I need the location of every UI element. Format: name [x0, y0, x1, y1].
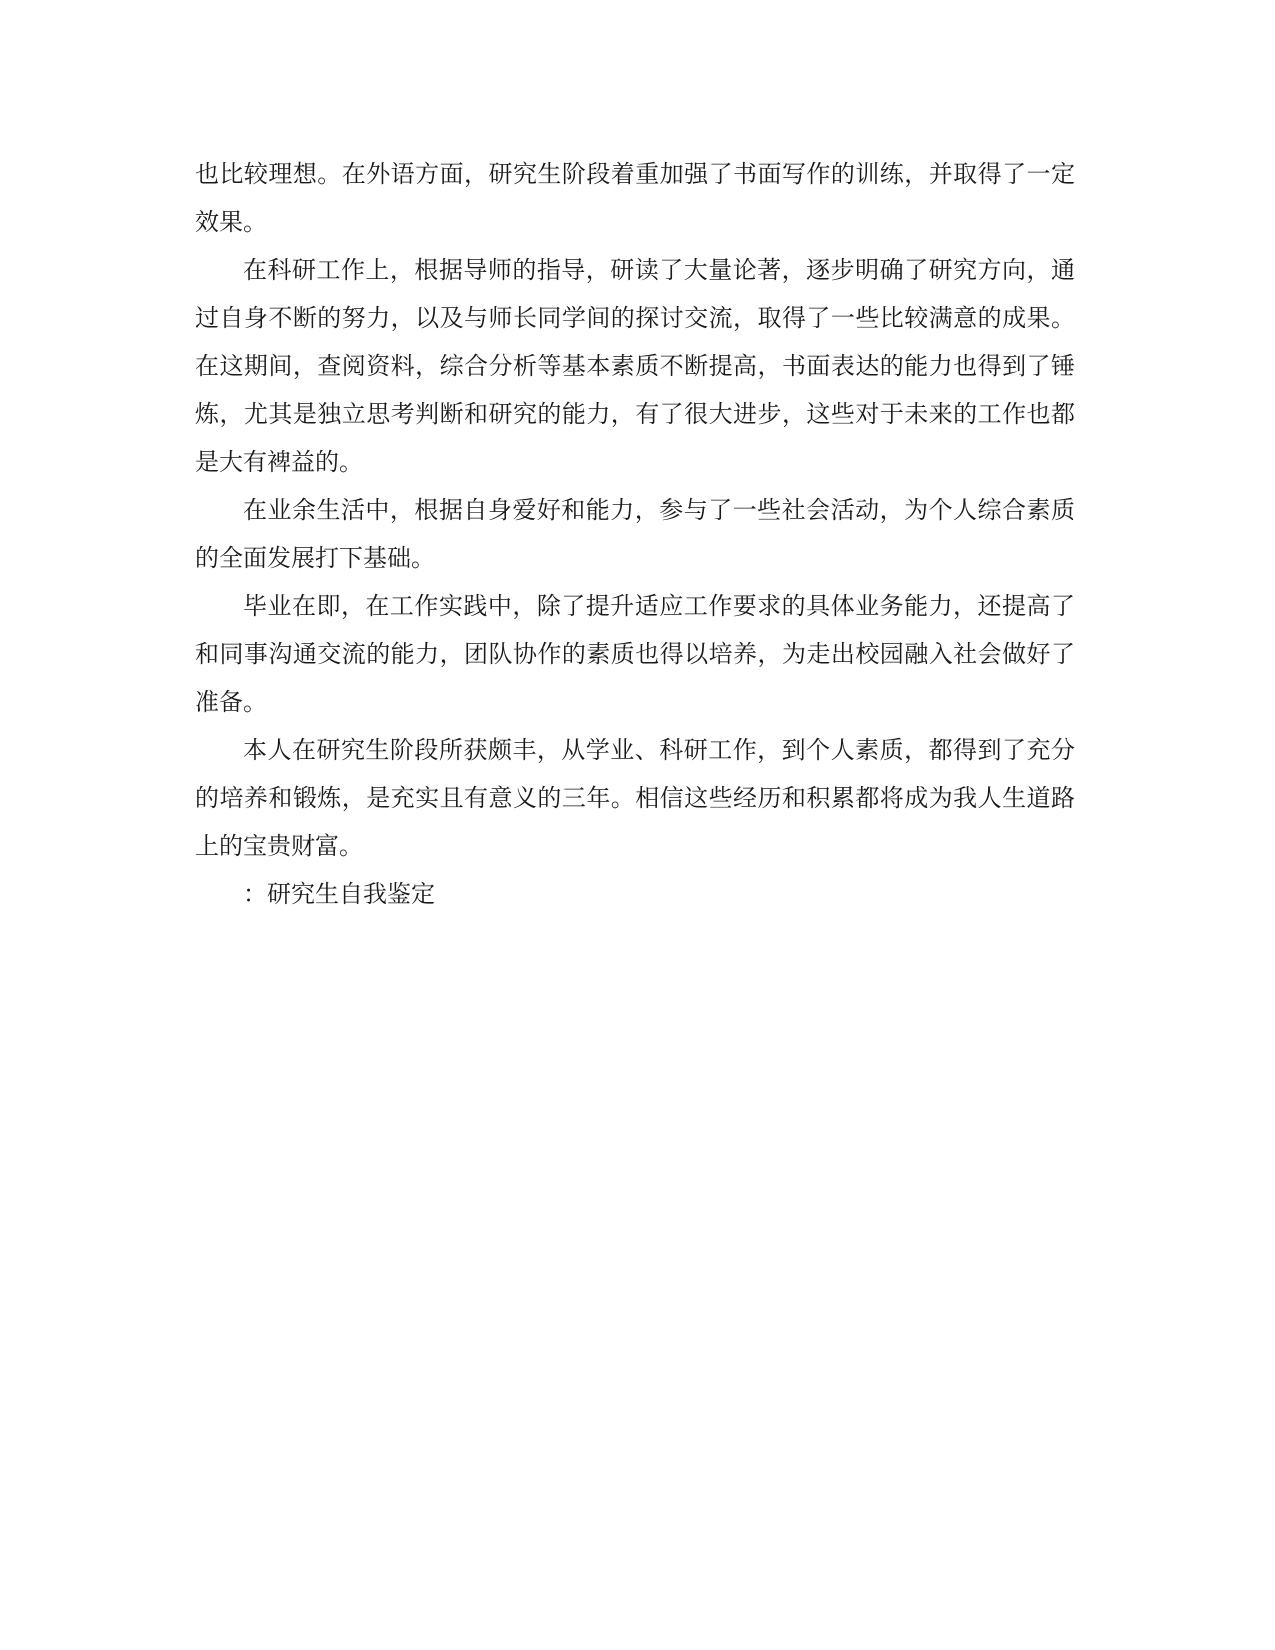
paragraph-leisure: 在业余生活中，根据自身爱好和能力，参与了一些社会活动，为个人综合素质的全面发展打下基础。: [195, 496, 1075, 572]
document-page: [195, 150, 1075, 918]
paragraph-summary: 本人在研究生阶段所获颇丰，从学业、科研工作，到个人素质，都得到了充分的培养和锻炼，是充实且有意义的三年。相信这些经历和积累都将成为我人生道路上的宝贵财富。: [195, 736, 1075, 860]
paragraph-research: 在科研工作上，根据导师的指导，研读了大量论著，逐步明确了研究方向，通过自身不断的努力，以及与师长同学间的探讨交流，取得了一些比较满意的成果。在这期间，查阅资料，综合分析等基本素质不断提高，书面表达的能力也得到了锤炼，尤其是独立思考判断和研究的能力，有了很大进步，这些对于未来的工作也都是大有裨益的。: [195, 256, 1075, 476]
paragraph-continuation: 也比较理想。在外语方面，研究生阶段着重加强了书面写作的训练，并取得了一定效果。: [195, 160, 1075, 236]
document-footer-label: ：研究生自我鉴定: [243, 880, 435, 908]
paragraph-graduation: 毕业在即，在工作实践中，除了提升适应工作要求的具体业务能力，还提高了和同事沟通交流的能力，团队协作的素质也得以培养，为走出校园融入社会做好了准备。: [195, 592, 1075, 716]
